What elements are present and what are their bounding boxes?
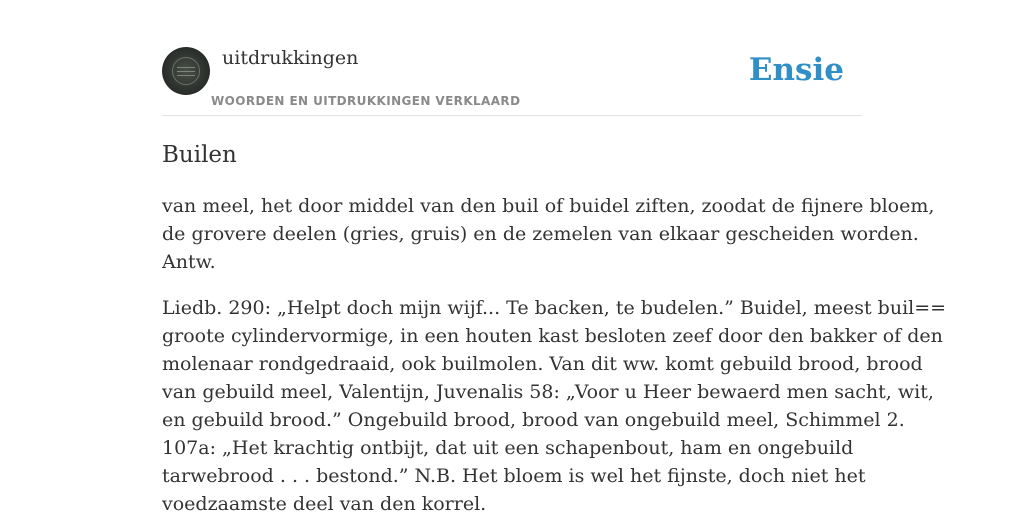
avatar-text-line-icon bbox=[177, 67, 195, 68]
site-tagline: WOORDEN EN UITDRUKKINGEN VERKLAARD bbox=[211, 94, 521, 108]
avatar-text-line-icon bbox=[177, 71, 195, 72]
text-line: Liedb. 290: „Helpt doch mijn wijf... Te backen, te budelen.” Buidel, meest buil== bbox=[162, 297, 947, 319]
site-avatar[interactable] bbox=[162, 47, 210, 95]
text-line: Antw. bbox=[162, 251, 216, 273]
text-line: en gebuild brood.” Ongebuild brood, brood van ongebuild meel, Schimmel 2. bbox=[162, 409, 905, 431]
avatar-text-line-icon bbox=[177, 75, 195, 76]
text-line: voedzaamste deel van den korrel. bbox=[162, 493, 487, 512]
site-header bbox=[162, 0, 862, 116]
text-line: molenaar rondgedraaid, ook builmolen. Van dit ww. komt gebuild brood, brood bbox=[162, 353, 923, 375]
ensie-logo-link[interactable]: Ensie bbox=[748, 52, 844, 88]
site-name-link[interactable]: uitdrukkingen bbox=[222, 47, 359, 69]
text-line: de grovere deelen (gries, gruis) en de zemelen van elkaar gescheiden worden. bbox=[162, 223, 919, 245]
text-line: van meel, het door middel van den buil of buidel ziften, zoodat de fijnere bloem, bbox=[162, 195, 935, 217]
text-line: tarwebrood . . . bestond.” N.B. Het bloem is wel het fijnste, doch niet het bbox=[162, 465, 866, 487]
entry-paragraph-2 bbox=[162, 294, 947, 512]
text-line: van gebuild meel, Valentijn, Juvenalis 58: „Voor u Heer bewaerd men sacht, wit, bbox=[162, 381, 934, 403]
entry-content bbox=[162, 138, 947, 512]
text-line: groote cylindervormige, in een houten kast besloten zeef door den bakker of den bbox=[162, 325, 943, 347]
entry-title: Builen bbox=[162, 142, 237, 168]
text-line: 107a: „Het krachtig ontbijt, dat uit een schapenbout, ham en ongebuild bbox=[162, 437, 854, 459]
entry-paragraph-1 bbox=[162, 192, 935, 276]
